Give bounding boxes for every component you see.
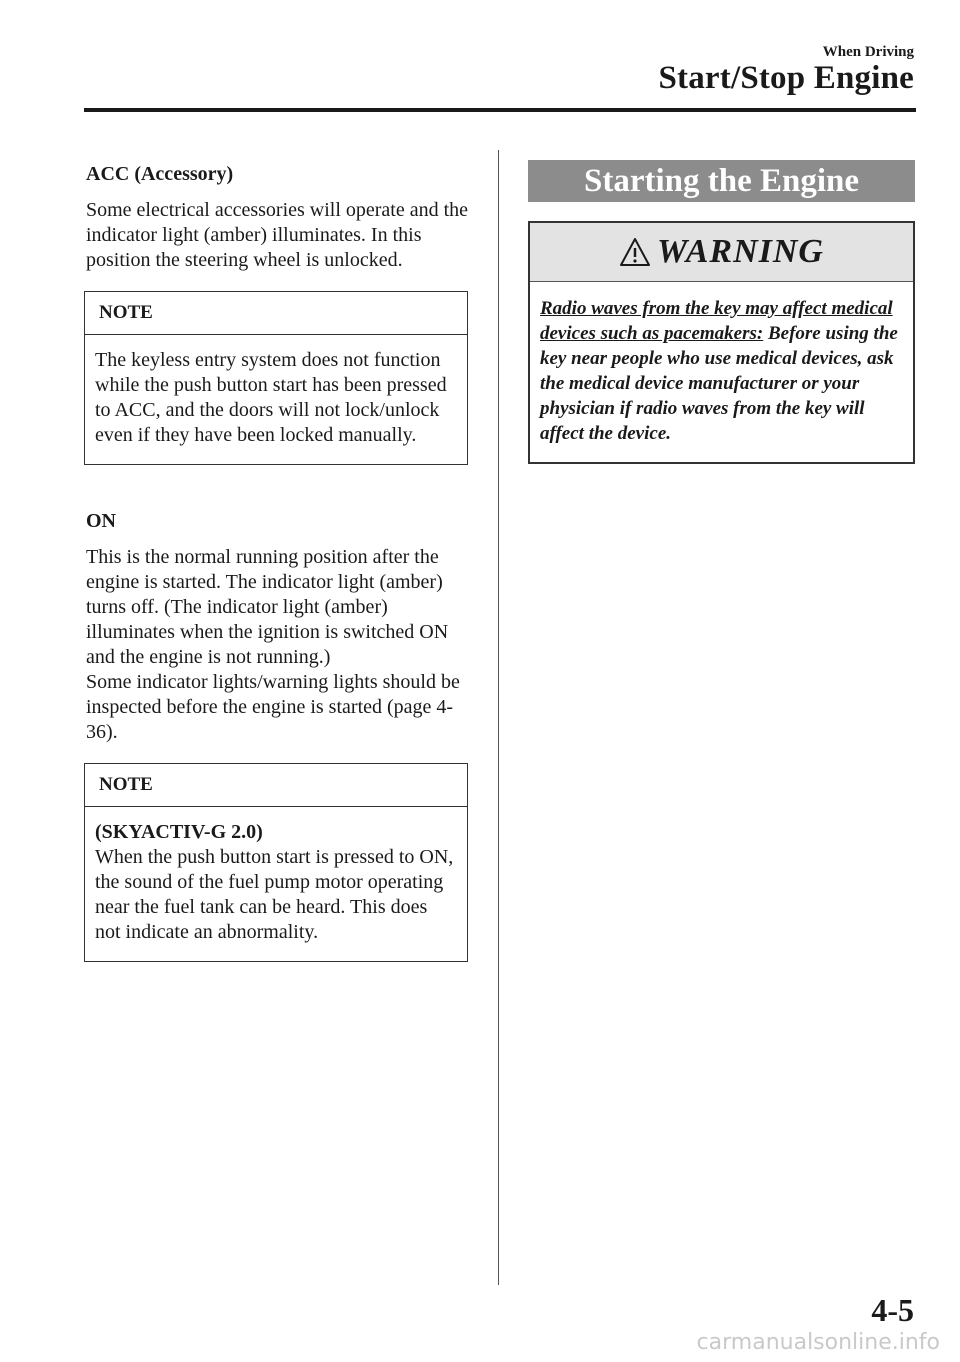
left-column: [86, 160, 470, 962]
warning-text: Before using the key near people who use medical devices, ask the medical device manufacturer or your physician if radio waves from the key will affect the device.: [540, 323, 898, 444]
section-banner: Starting the Engine: [528, 160, 915, 202]
on-inspection-text: Some indicator lights/warning lights should be inspected before the engine is started (page 4-36).: [86, 671, 460, 743]
page-title: Start/Stop Engine: [658, 60, 914, 96]
warning-box: [528, 221, 915, 464]
note-label: NOTE: [85, 764, 467, 807]
warning-header: [530, 223, 913, 282]
warning-underlined-text: Radio waves from the key may affect medical devices such as pacemakers:: [540, 298, 893, 344]
warning-title: WARNING: [657, 233, 824, 270]
watermark: carmanualsonline.info: [696, 1330, 940, 1355]
column-divider: [498, 150, 499, 1285]
note-text: When the push button start is pressed to ON, the sound of the fuel pump motor operating near the fuel tank can be heard. This does not indicate an abnormality.: [95, 846, 454, 943]
warning-body: [530, 282, 913, 462]
on-description: This is the normal running position after the engine is started. The indicator light (amber) turns off. (The indicator light (amber) illuminates when the ignition is switched ON and the engine is not running.): [86, 546, 449, 668]
page-number: 4-5: [871, 1292, 914, 1328]
note-label: NOTE: [85, 292, 467, 335]
warning-triangle-icon: [619, 237, 651, 267]
acc-heading: ACC (Accessory): [86, 163, 234, 185]
acc-description: Some electrical accessories will operate and the indicator light (amber) illuminates. In this position the steering wheel is unlocked.: [86, 199, 469, 271]
note-box-acc: [84, 291, 468, 465]
header-section: When Driving: [822, 44, 914, 60]
note-content: [85, 807, 467, 961]
header-rule: [84, 108, 916, 112]
right-column: [528, 160, 915, 464]
note-box-on: [84, 763, 468, 962]
note-subheading: (SKYACTIV-G 2.0): [95, 821, 263, 843]
on-heading: ON: [86, 510, 116, 532]
note-text: The keyless entry system does not function while the push button start has been pressed to ACC, and the doors will not lock/unlock even if they have been locked manually.: [95, 349, 447, 446]
